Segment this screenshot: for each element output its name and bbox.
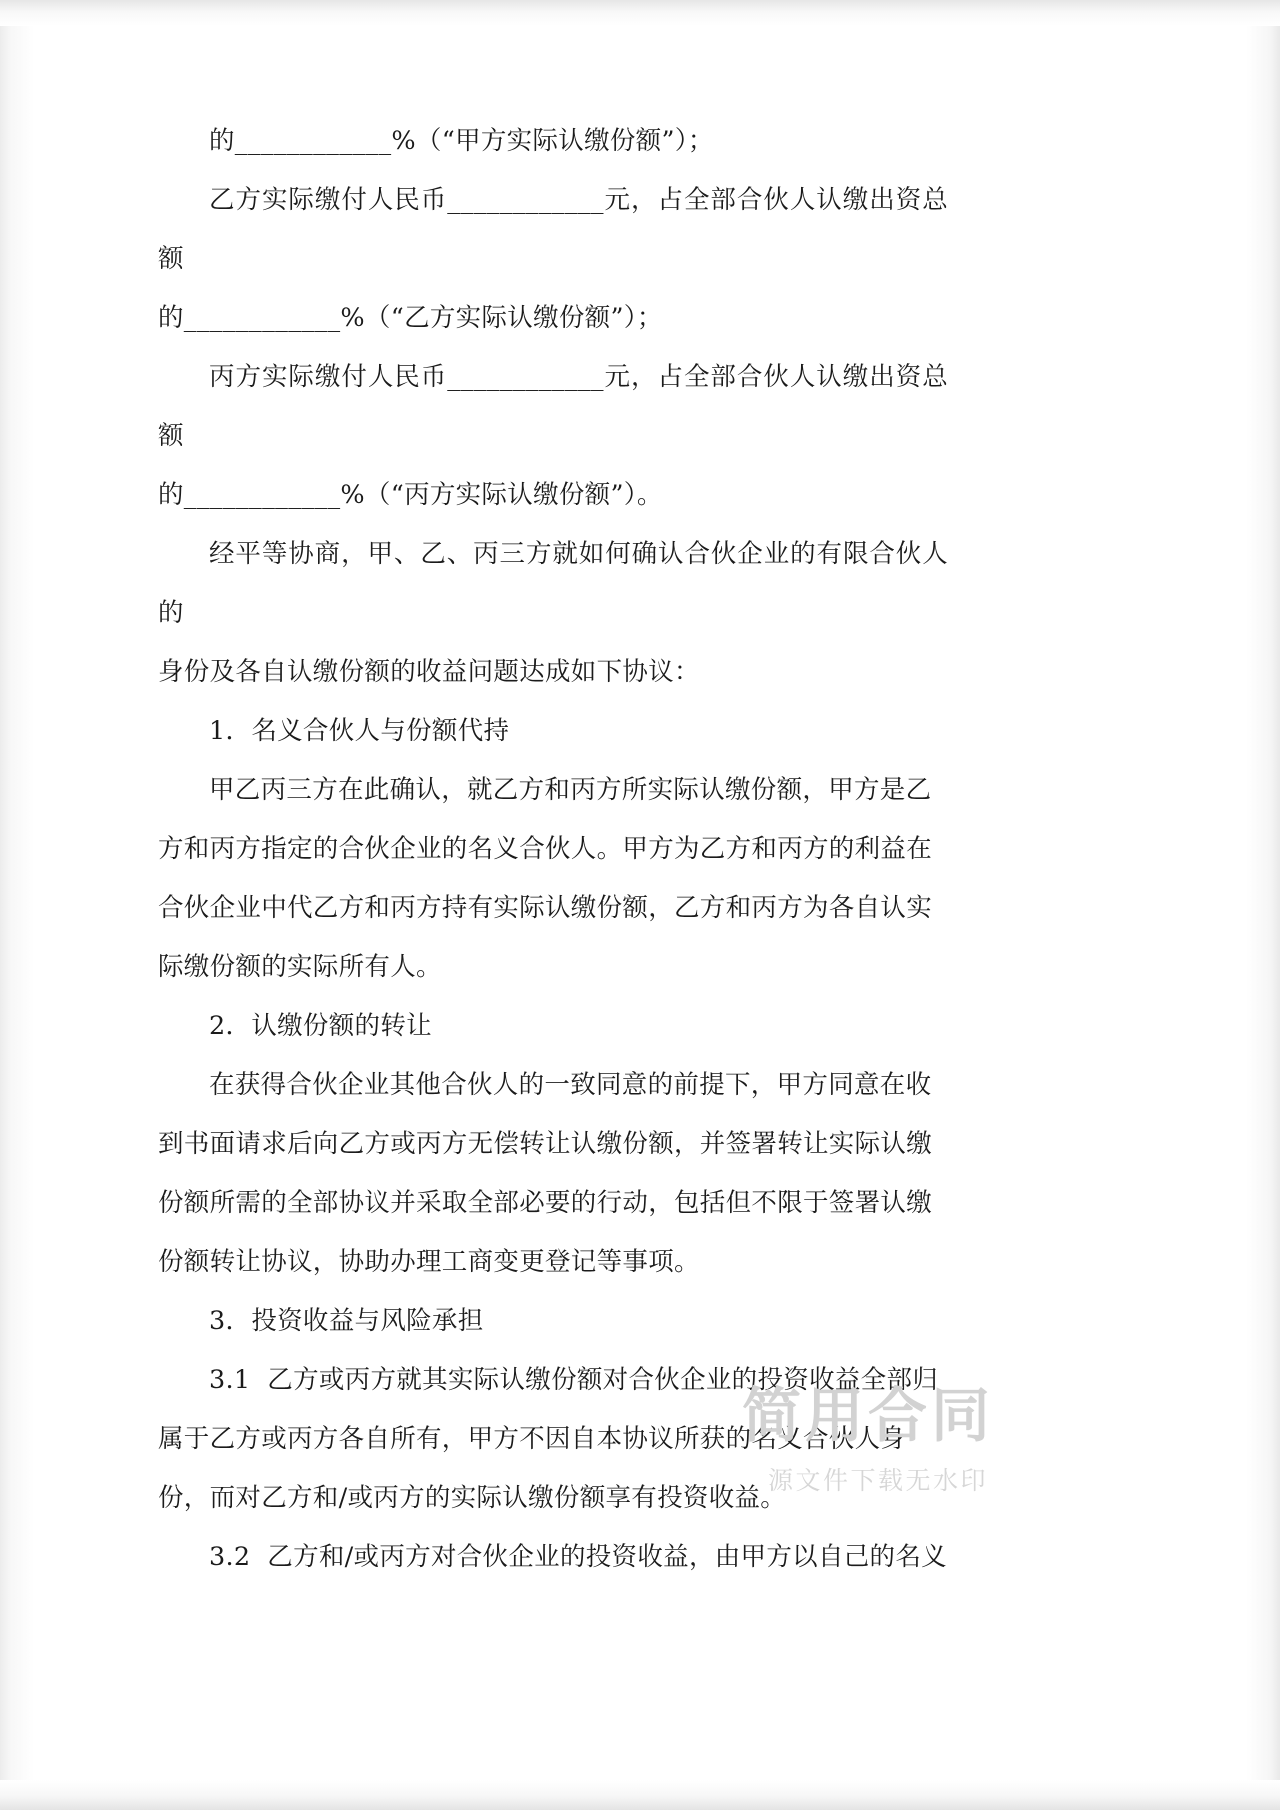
paragraph-line: 份额转让协议，协助办理工商变更登记等事项。 [158, 1247, 700, 1277]
section-heading-1: 1．名义合伙人与份额代持 [209, 716, 510, 746]
paragraph-line: 到书面请求后向乙方或丙方无偿转让认缴份额，并签署转让实际认缴 [158, 1129, 933, 1159]
paragraph-line: 的____________%（“甲方实际认缴份额”）； [209, 126, 714, 156]
paragraph-line: 甲乙丙三方在此确认，就乙方和丙方所实际认缴份额，甲方是乙 [209, 775, 932, 805]
watermark-main-text: 简用合同 [742, 1381, 995, 1450]
section-heading-2: 2．认缴份额的转让 [209, 1011, 432, 1041]
paragraph-line: 3.1 乙方或丙方就其实际认缴份额对合伙企业的投资收益全部归 [209, 1365, 939, 1395]
paragraph-line: 在获得合伙企业其他合伙人的一致同意的前提下，甲方同意在收 [209, 1070, 932, 1100]
paragraph-line: 乙方实际缴付人民币____________元，占全部合伙人认缴出资总额 [158, 185, 948, 274]
section-heading-3: 3．投资收益与风险承担 [209, 1306, 484, 1336]
paragraph-line: 属于乙方或丙方各自所有，甲方不因自本协议所获的名义合伙人身 [158, 1424, 907, 1454]
paragraph-line: 3.2 乙方和/或丙方对合伙企业的投资收益，由甲方以自己的名义 [209, 1542, 947, 1572]
paragraph-line: 合伙企业中代乙方和丙方持有实际认缴份额，乙方和丙方为各自认实 [158, 893, 933, 923]
watermark-sub-text: 源文件下载无水印 [768, 1465, 989, 1495]
paragraph-line: 份，而对乙方和/或丙方的实际认缴份额享有投资收益。 [158, 1483, 787, 1513]
document-text-body [158, 112, 948, 1587]
paragraph-line: 经平等协商，甲、乙、丙三方就如何确认合伙企业的有限合伙人的 [158, 539, 948, 628]
paragraph-line: 丙方实际缴付人民币____________元，占全部合伙人认缴出资总额 [158, 362, 948, 451]
paragraph-line: 方和丙方指定的合伙企业的名义合伙人。甲方为乙方和丙方的利益在 [158, 834, 933, 864]
paragraph-line: 份额所需的全部协议并采取全部必要的行动，包括但不限于签署认缴 [158, 1188, 933, 1218]
paragraph-line: 身份及各自认缴份额的收益问题达成如下协议： [158, 657, 700, 687]
paragraph-line: 的____________%（“乙方实际认缴份额”）； [158, 303, 663, 333]
paragraph-line: 的____________%（“丙方实际认缴份额”）。 [158, 480, 663, 510]
paragraph-line: 际缴份额的实际所有人。 [158, 952, 442, 982]
